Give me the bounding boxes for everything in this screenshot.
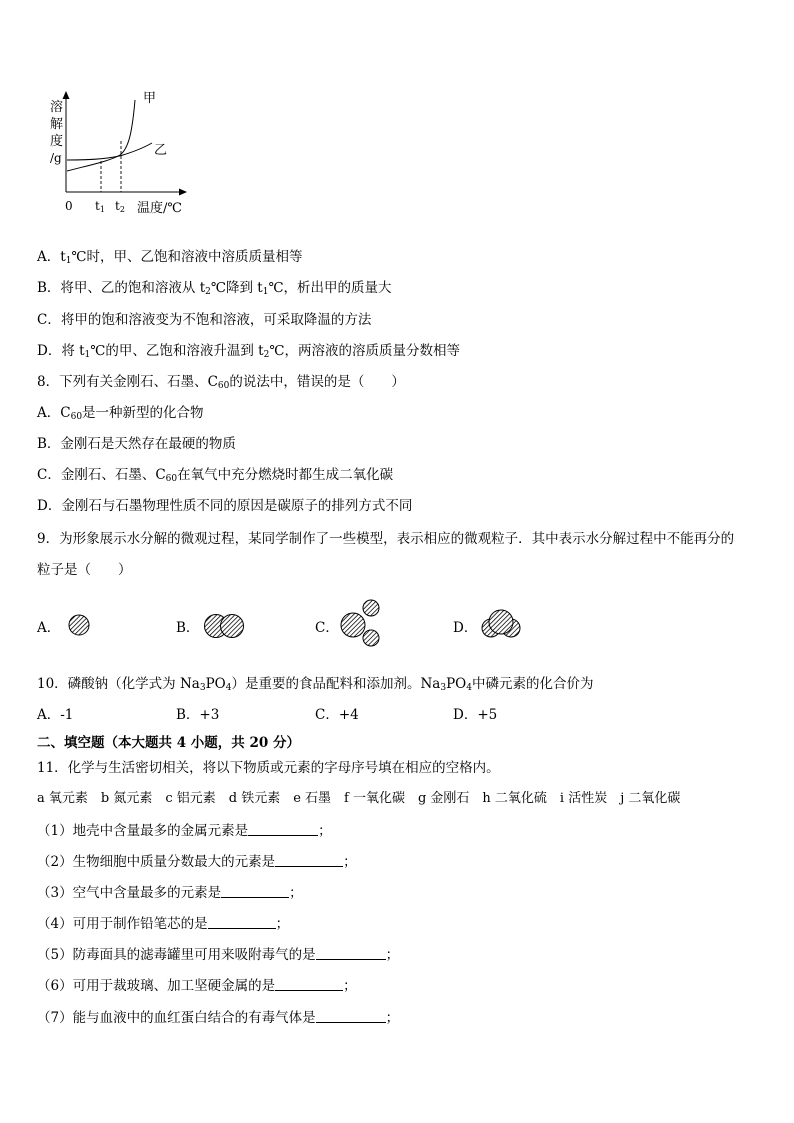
y-label-1: 溶 [50, 100, 64, 115]
q11-sub-1: （1）地壳中含量最多的金属元素是 ； [37, 823, 332, 839]
y-label-2: 解 [50, 117, 64, 132]
q11-stem: 11．化学与生活密切相关，将以下物质或元素的字母序号填在相应的空格内。 [37, 760, 500, 776]
q11-sub-6: （6）可用于裁玻璃、加工坚硬金属的是 ； [37, 978, 357, 994]
q7-option-a: A．$t_1℃$时，甲、乙饱和溶液中溶质质量相等 [37, 249, 303, 266]
q9-option-d-model [478, 604, 524, 642]
q8-option-a: A．$C_{60}$是一种新型的化合物 [37, 405, 204, 422]
q8-stem: 8．下列有关金刚石、石墨、$C_{60}$的说法中，错误的是（ ） [37, 374, 405, 391]
t1-label: t1 [95, 199, 105, 214]
x-axis-arrow [179, 189, 187, 196]
q8-option-d: D．金刚石与石墨物理性质不同的原因是碳原子的排列方式不同 [37, 498, 413, 514]
q11-sub-7: （7）能与血液中的血红蛋白结合的有毒气体是 ； [37, 1010, 400, 1026]
q10-option-c: C．+4 [315, 707, 359, 723]
curve-yi [67, 143, 152, 160]
q9-option-a-model [65, 612, 95, 640]
q9-option-b-model [202, 611, 248, 641]
q11-sub-4: （4）可用于制作铅笔芯的是 ； [37, 916, 290, 932]
answer-blank-7[interactable] [316, 1009, 386, 1023]
q9-option-d-label: D． [453, 620, 478, 636]
x-axis-label: 温度/℃ [137, 201, 182, 216]
t2-label: t2 [115, 199, 125, 214]
q8-option-c: C．金刚石、石墨、$C_{60}$在氧气中充分燃烧时都生成二氧化碳 [37, 467, 394, 484]
q9-stem-line2: 粒子是（ ） [37, 562, 132, 578]
q10-option-d: D．+5 [453, 707, 498, 723]
q11-sub-3: （3）空气中含量最多的元素是 ； [37, 885, 303, 901]
y-axis-arrow [63, 91, 70, 99]
solubility-curve-graph [40, 85, 200, 220]
y-label-3: 度 [50, 134, 64, 149]
answer-blank-4[interactable] [208, 915, 276, 929]
curve-jia-label: 甲 [143, 91, 157, 106]
q11-items: a 氧元素 b 氮元素 c 铝元素 d 铁元素 e 石墨 f 一氧化碳 g 金刚石 h 二氧化硫 i 活性炭 j 二氧化碳 [37, 791, 681, 806]
q9-stem-line1: 9．为形象展示水分解的微观过程，某同学制作了一些模型，表示相应的微观粒子．其中表示水分解过程中不能再分的 [37, 531, 735, 547]
q7-option-c: C．将甲的饱和溶液变为不饱和溶液，可采取降温的方法 [37, 312, 372, 328]
answer-blank-2[interactable] [275, 853, 343, 867]
answer-blank-3[interactable] [221, 884, 289, 898]
q10-option-b: B．+3 [176, 707, 220, 723]
q7-option-b: B．将甲、乙的饱和溶液从 $t_2℃$降到 $t_1℃$，析出甲的质量大 [37, 280, 392, 297]
y-label-4: /g [50, 151, 62, 165]
q8-option-b: B．金刚石是天然存在最硬的物质 [37, 436, 236, 452]
section2-title: 二、填空题（本大题共 4 小题，共 20 分） [37, 735, 300, 751]
q11-sub-2: （2）生物细胞中质量分数最大的元素是 ； [37, 854, 357, 870]
q11-sub-5: （5）防毒面具的滤毒罐里可用来吸附毒气的是 ； [37, 947, 400, 963]
origin-label: 0 [65, 199, 73, 213]
q9-option-b-label: B． [176, 620, 200, 636]
q7-option-d: D．将 $t_1℃$的甲、乙饱和溶液升温到 $t_2℃$，两溶液的溶质质量分数相等 [37, 343, 460, 360]
answer-blank-5[interactable] [316, 946, 386, 960]
q10-option-a: A．-1 [37, 707, 74, 723]
curve-yi-label: 乙 [154, 143, 168, 158]
answer-blank-1[interactable] [248, 822, 318, 836]
q9-option-a-label: A． [37, 620, 61, 636]
q9-option-c-model [338, 598, 384, 650]
q9-option-c-label: C． [315, 620, 339, 636]
answer-blank-6[interactable] [275, 977, 343, 991]
q10-stem: 10．磷酸钠（化学式为 $Na_3PO_4$）是重要的食品配料和添加剂。$Na_3PO_4$中磷元素的化合价为 [37, 676, 594, 693]
